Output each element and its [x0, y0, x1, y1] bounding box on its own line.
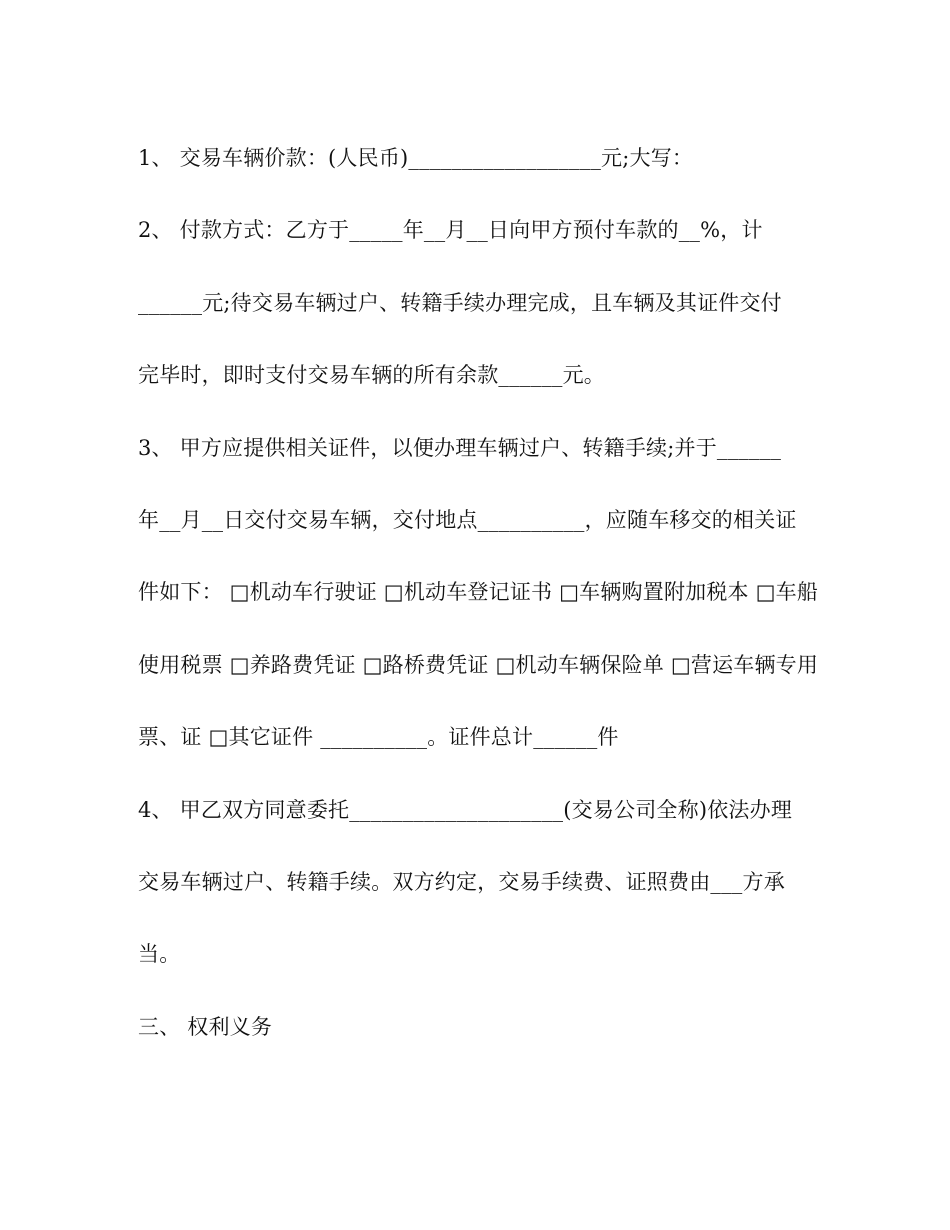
documents-clause-line-5: 票、证 □其它证件 __________。证件总计______件	[138, 725, 619, 749]
documents-clause-line-1: 3、 甲方应提供相关证件，以便办理车辆过户、转籍手续;并于______	[138, 436, 782, 460]
agency-clause-line-2: 交易车辆过户、转籍手续。双方约定，交易手续费、证照费由___方承	[138, 870, 785, 894]
payment-clause-line-2: ______元;待交易车辆过户、转籍手续办理完成，且车辆及其证件交付	[138, 291, 782, 315]
documents-clause-line-2: 年__月__日交付交易车辆，交付地点__________，应随车移交的相关证	[138, 508, 797, 532]
agency-clause-line-1: 4、 甲乙双方同意委托____________________(交易公司全称)依法办理	[138, 798, 793, 822]
payment-clause-line-3: 完毕时，即时支付交易车辆的所有余款______元。	[138, 363, 605, 387]
section-heading-rights-obligations: 三、 权利义务	[138, 1015, 273, 1039]
price-clause-line: 1、 交易车辆价款：(人民币)__________________元;大写：	[138, 146, 694, 170]
documents-clause-line-4: 使用税票 □养路费凭证 □路桥费凭证 □机动车辆保险单 □营运车辆专用	[138, 653, 819, 677]
agency-clause-line-3: 当。	[138, 942, 181, 966]
payment-clause-line-1: 2、 付款方式：乙方于_____年__月__日向甲方预付车款的__%，计	[138, 218, 763, 242]
documents-clause-line-3: 件如下： □机动车行驶证 □机动车登记证书 □车辆购置附加税本 □车船	[138, 580, 819, 604]
